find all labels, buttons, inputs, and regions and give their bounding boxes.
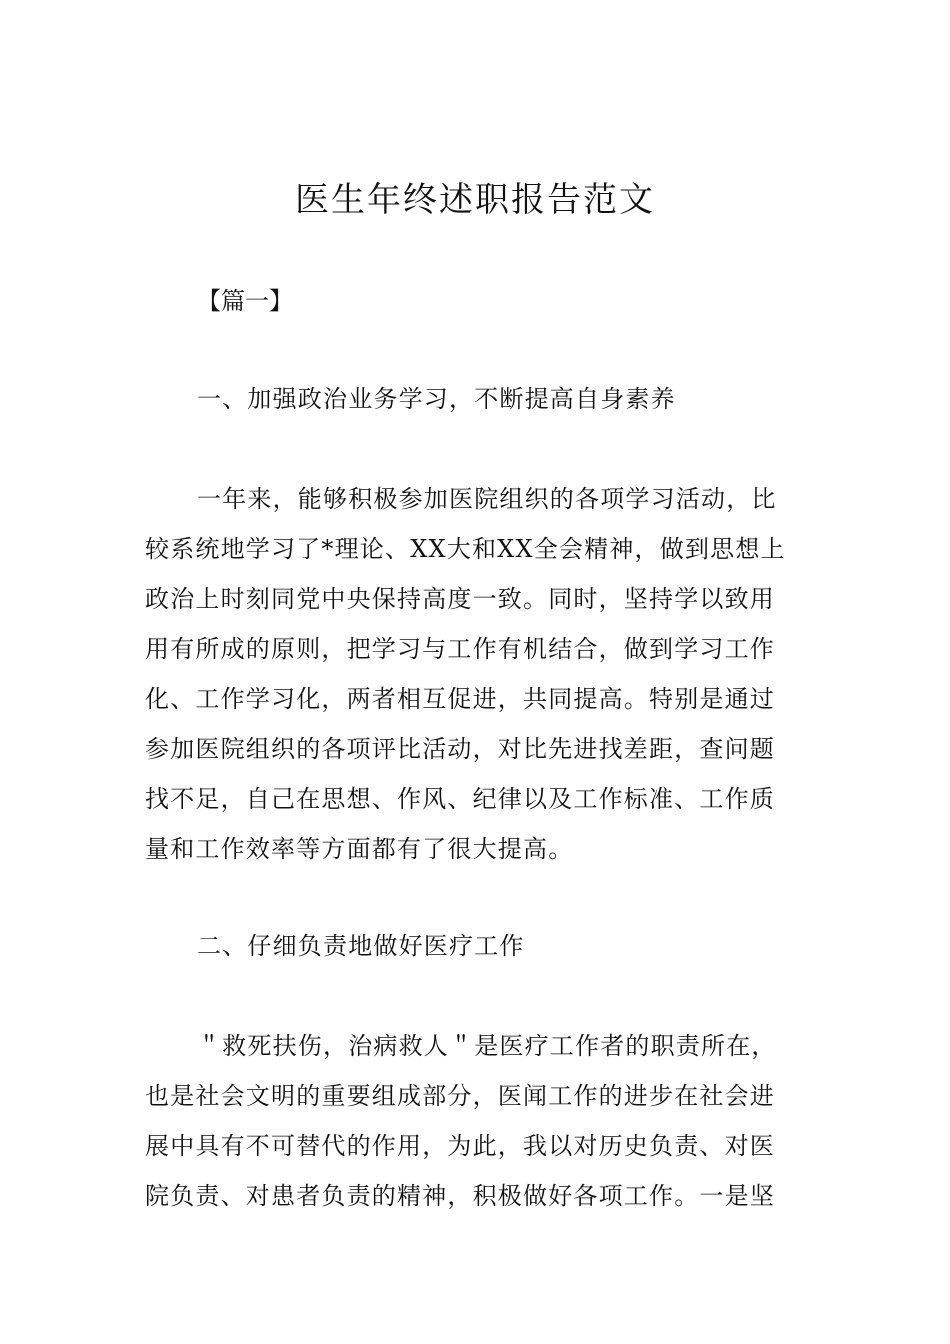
paragraph-1-line: 量和工作效率等方面都有了很大提高。 xyxy=(145,835,574,863)
paragraph-2-line: 展中具有不可替代的作用，为此，我以对历史负责、对医 xyxy=(145,1132,775,1160)
paragraph-2-line: 院负责、对患者负责的精神，积极做好各项工作。一是坚 xyxy=(145,1182,775,1210)
paragraph-1-line: 用有所成的原则，把学习与工作有机结合，做到学习工作 xyxy=(145,635,775,663)
document-title: 医生年终述职报告范文 xyxy=(295,180,655,220)
section-heading-1: 一、加强政治业务学习，不断提高自身素养 xyxy=(197,385,676,413)
paragraph-1-line: 找不足，自己在思想、作风、纪律以及工作标准、工作质 xyxy=(145,785,775,813)
paragraph-1-line: 较系统地学习了*理论、XX大和XX全会精神，做到思想上 xyxy=(145,535,786,563)
section-heading-2: 二、仔细负责地做好医疗工作 xyxy=(197,932,525,960)
section-tag: 【篇一】 xyxy=(197,287,293,315)
paragraph-1-line: 参加医院组织的各项评比活动，对比先进找差距，查问题 xyxy=(145,735,775,763)
paragraph-1-line: 一年来，能够积极参加医院组织的各项学习活动，比 xyxy=(197,485,777,513)
paragraph-2-line: ＂救死扶伤，治病救人＂是医疗工作者的职责所在， xyxy=(197,1032,777,1060)
paragraph-2-line: 也是社会文明的重要组成部分，医闻工作的进步在社会进 xyxy=(145,1082,775,1110)
paragraph-1-line: 政治上时刻同党中央保持高度一致。同时，坚持学以致用 xyxy=(145,585,775,613)
paragraph-1-line: 化、工作学习化，两者相互促进，共同提高。特别是通过 xyxy=(145,685,775,713)
